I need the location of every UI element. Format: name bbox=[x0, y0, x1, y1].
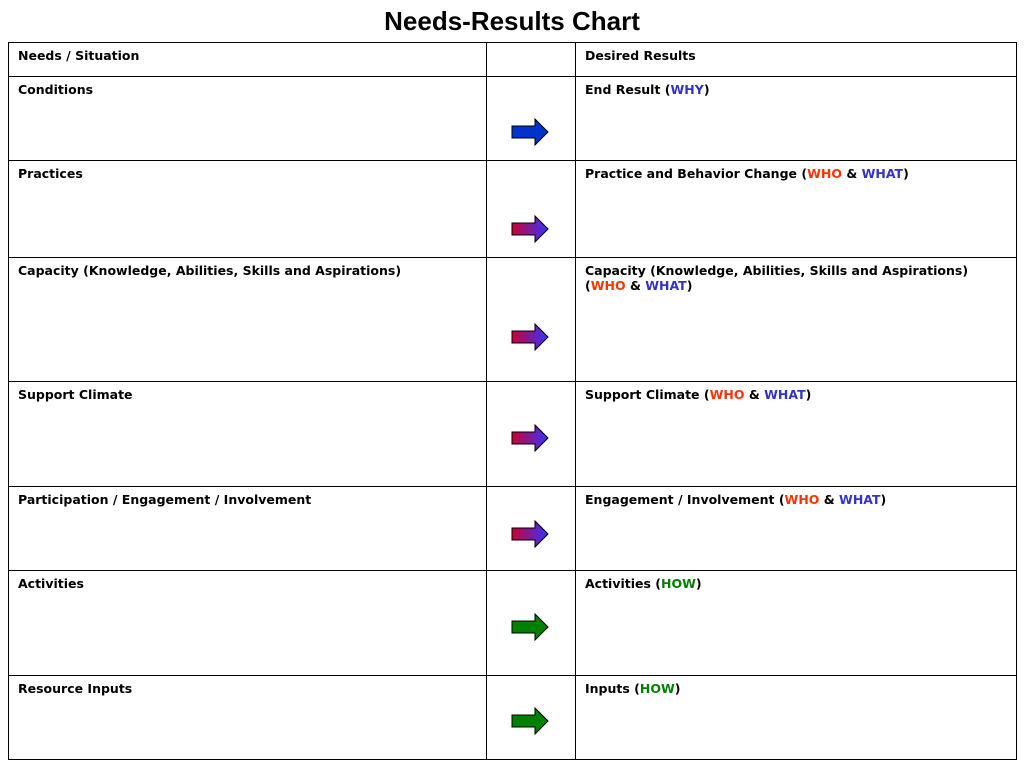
green-arrow-icon bbox=[511, 707, 549, 735]
result-cell bbox=[576, 676, 1017, 760]
result-text: Practice and Behavior Change ( bbox=[585, 166, 808, 181]
result-suffix: ) bbox=[674, 681, 681, 696]
who-tag: WHO bbox=[709, 387, 745, 402]
need-cell: Activities bbox=[9, 571, 487, 676]
who-tag: WHO bbox=[807, 166, 842, 181]
result-text: Support Climate ( bbox=[585, 387, 710, 402]
result-text: End Result ( bbox=[585, 82, 671, 97]
arrow-cell bbox=[487, 571, 576, 676]
table-row bbox=[9, 676, 1017, 760]
gradient-arrow-icon bbox=[511, 520, 549, 548]
what-tag: WHAT bbox=[839, 492, 881, 507]
result-cell bbox=[576, 258, 1017, 382]
header-needs-situation: Needs / Situation bbox=[9, 43, 487, 77]
result-text: Engagement / Involvement ( bbox=[585, 492, 785, 507]
table-row bbox=[9, 77, 1017, 161]
result-suffix: ) bbox=[695, 576, 702, 591]
gradient-arrow-icon bbox=[511, 424, 549, 452]
need-cell: Practices bbox=[9, 161, 487, 258]
arrow-cell bbox=[487, 676, 576, 760]
table-row bbox=[9, 571, 1017, 676]
gradient-arrow-icon bbox=[511, 323, 549, 351]
who-tag: WHO bbox=[590, 278, 626, 293]
need-cell: Support Climate bbox=[9, 382, 487, 487]
need-cell: Participation / Engagement / Involvement bbox=[9, 487, 487, 571]
table-row bbox=[9, 487, 1017, 571]
table-row bbox=[9, 161, 1017, 258]
result-cell bbox=[576, 382, 1017, 487]
what-tag: WHAT bbox=[645, 278, 687, 293]
table-row bbox=[9, 382, 1017, 487]
result-suffix: ) bbox=[703, 82, 710, 97]
what-tag: WHAT bbox=[764, 387, 806, 402]
result-cell bbox=[576, 77, 1017, 161]
what-tag: WHAT bbox=[861, 166, 904, 181]
gradient-arrow-icon bbox=[511, 215, 549, 243]
result-prefix: ( bbox=[585, 278, 591, 293]
result-cell bbox=[576, 161, 1017, 258]
result-cell bbox=[576, 571, 1017, 676]
why-tag: WHY bbox=[670, 82, 704, 97]
result-text: Activities ( bbox=[585, 576, 662, 591]
need-cell: Capacity (Knowledge, Abilities, Skills and Aspirations) bbox=[9, 258, 487, 382]
result-suffix: ) bbox=[880, 492, 887, 507]
arrow-cell bbox=[487, 77, 576, 161]
table-row bbox=[9, 258, 1017, 382]
ampersand: & bbox=[823, 492, 835, 507]
result-text: Capacity (Knowledge, Abilities, Skills and Aspirations) bbox=[585, 263, 969, 278]
result-text: Inputs ( bbox=[585, 681, 640, 696]
need-cell: Resource Inputs bbox=[9, 676, 487, 760]
who-tag: WHO bbox=[784, 492, 820, 507]
how-tag: HOW bbox=[661, 576, 696, 591]
arrow-cell bbox=[487, 487, 576, 571]
header-row bbox=[9, 43, 1017, 77]
green-arrow-icon bbox=[511, 613, 549, 641]
header-desired-results: Desired Results bbox=[576, 43, 1017, 77]
result-suffix: ) bbox=[903, 166, 909, 181]
header-arrow-column bbox=[487, 43, 576, 77]
blue-arrow-icon bbox=[511, 118, 549, 146]
ampersand: & bbox=[748, 387, 760, 402]
arrow-cell bbox=[487, 258, 576, 382]
result-suffix: ) bbox=[686, 278, 693, 293]
need-cell: Conditions bbox=[9, 77, 487, 161]
how-tag: HOW bbox=[639, 681, 675, 696]
ampersand: & bbox=[629, 278, 641, 293]
arrow-cell bbox=[487, 161, 576, 258]
ampersand: & bbox=[846, 166, 858, 181]
result-suffix: ) bbox=[805, 387, 812, 402]
page-title: Needs-Results Chart bbox=[384, 6, 640, 36]
arrow-cell bbox=[487, 382, 576, 487]
result-cell bbox=[576, 487, 1017, 571]
needs-results-table bbox=[8, 42, 1017, 760]
